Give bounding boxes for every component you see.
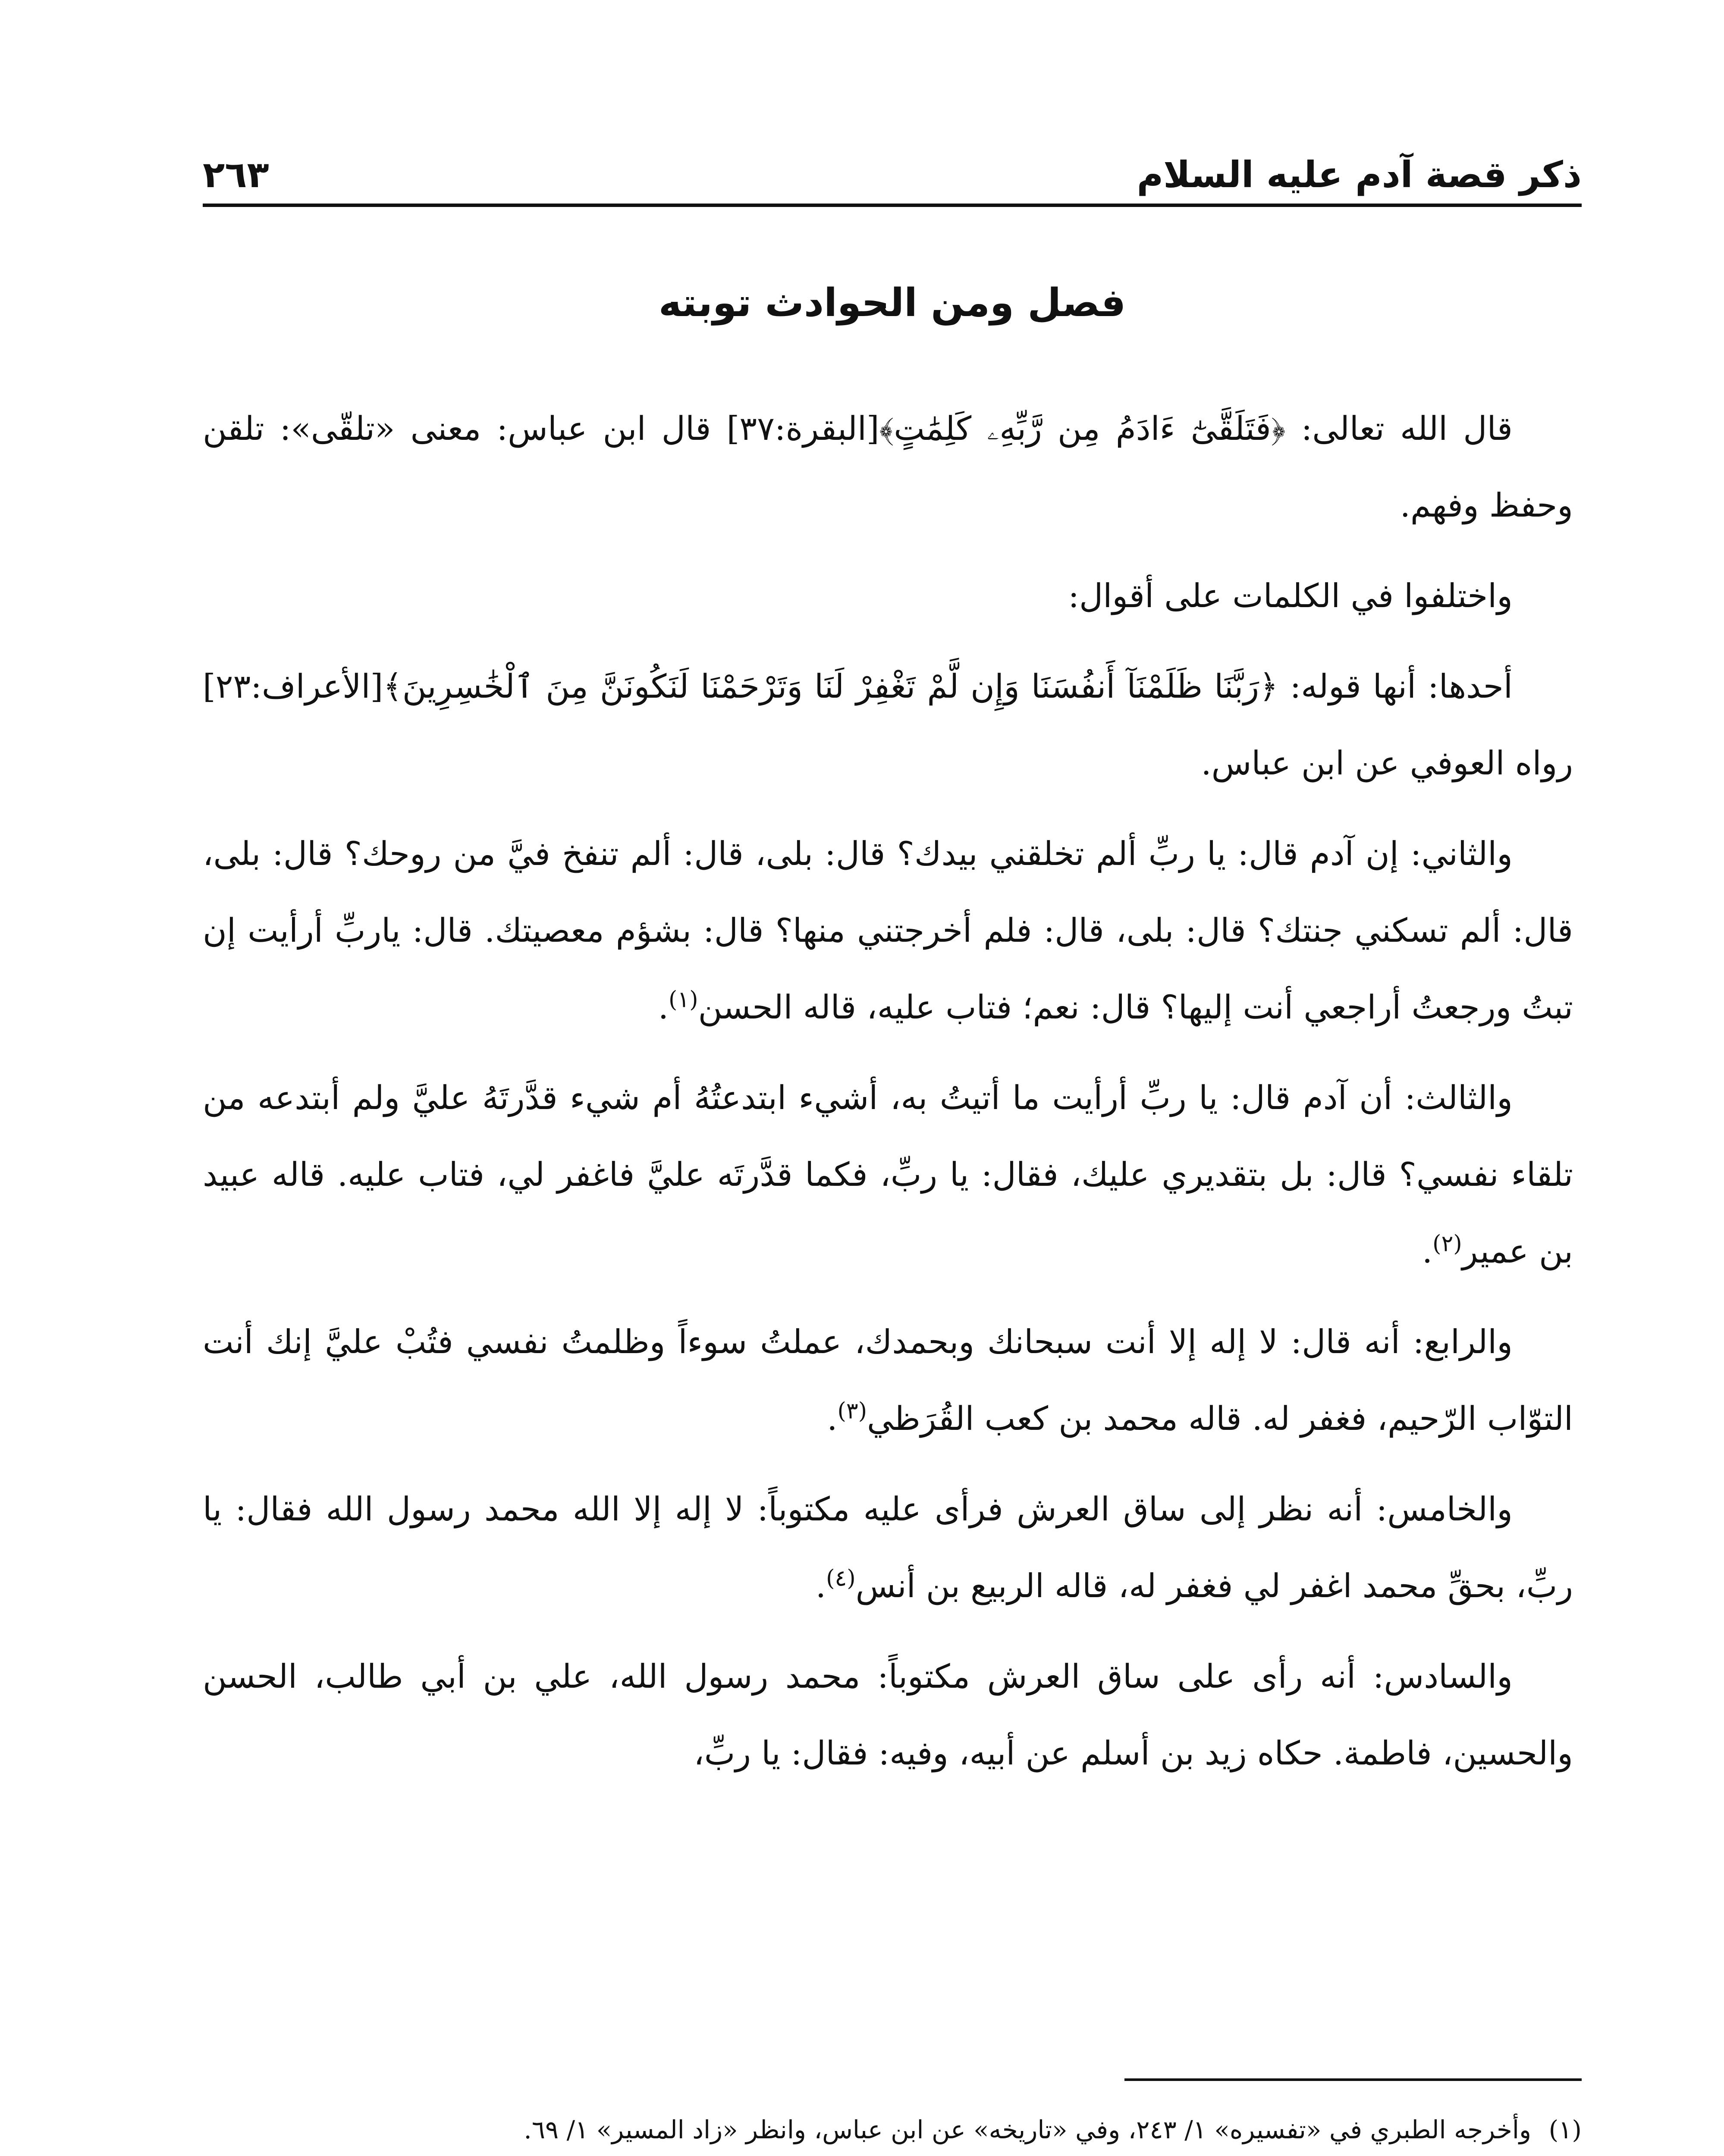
footnote-separator — [1124, 2078, 1582, 2081]
footnote-marker[interactable]: (٢) — [1432, 1231, 1462, 1257]
paragraph-first-opinion — [203, 648, 1573, 802]
footnote-text: وأخرجه الطبري في «تفسيره» ١/ ٢٤٣، وفي «تاريخه» عن ابن عباس، وانظر «زاد المسير» ١/ ٦٩. — [524, 2115, 1531, 2144]
paragraph-text: والخامس: أنه نظر إلى ساق العرش فرأى عليه مكتوباً: لا إله إلا الله محمد رسول الله فقال: يا ربِّ، بحقِّ محمد اغفر لي فغفر له، قاله الربيع بن أنس — [203, 1490, 1573, 1605]
chapter-running-title: ذكر قصة آدم عليه السلام — [1137, 154, 1582, 196]
paragraph-text: والثاني: إن آدم قال: يا ربِّ ألم تخلقني بيدك؟ قال: بلى، قال: ألم تنفخ فيَّ من روحك؟ قال: بلى، قال: ألم تسكني جنتك؟ قال: بلى، قال: فلم أخرجتني منها؟ قال: بشؤم معصيتك. قال: ياربِّ أرأيت إن تبتُ ورجعتُ أراجعي أنت إليها؟ قال: نعم؛ فتاب عليه، قاله الحسن — [203, 834, 1573, 1026]
footnote-marker[interactable]: (٣) — [837, 1398, 867, 1424]
footnote-marker[interactable]: (٤) — [826, 1565, 856, 1592]
paragraph-fifth-opinion: والخامس: أنه نظر إلى ساق العرش فرأى عليه مكتوباً: لا إله إلا الله محمد رسول الله فقال: يا ربِّ، بحقِّ محمد اغفر لي فغفر له، قاله الربيع بن أنس$^{(٤)}$. — [203, 1490, 1573, 1605]
paragraph-second-opinion: والثاني: إن آدم قال: يا ربِّ ألم تخلقني بيدك؟ قال: بلى، قال: ألم تنفخ فيَّ من روحك؟ قال: بلى، قال: ألم تسكني جنتك؟ قال: بلى، قال: فلم أخرجتني منها؟ قال: بشؤم معصيتك. قال: ياربِّ أرأيت إن تبتُ ورجعتُ أراجعي أنت إليها؟ قال: نعم؛ فتاب عليه، قاله الحسن$^{(١)}$. — [203, 834, 1573, 1026]
body-text — [203, 390, 1573, 1805]
header-rule — [203, 204, 1582, 207]
footnote-item — [185, 2104, 1582, 2155]
paragraph-quran-verse — [203, 390, 1573, 544]
running-header — [203, 129, 1582, 207]
quran-quote: ﴿رَبَّنَا ظَلَمْنَآ أَنفُسَنَا وَإِن لَّمْ تَغْفِرْ لَنَا وَتَرْحَمْنَا لَنَكُونَنَّ مِنَ ٱلْخَٰسِرِينَ﴾ — [383, 667, 1278, 705]
footnotes — [185, 2104, 1582, 2156]
paragraph-rest: [البقرة:٣٧] قال ابن عباس: معنى «تلقّى»: تلقن وحفظ وفهم. — [203, 409, 1573, 524]
page-number: ٢٦٣ — [203, 154, 269, 196]
paragraph-sixth-opinion: والسادس: أنه رأى على ساق العرش مكتوباً: محمد رسول الله، علي بن أبي طالب، الحسن والحسين، فاطمة. حكاه زيد بن أسلم عن أبيه، وفيه: فقال: يا ربِّ، — [203, 1657, 1573, 1772]
paragraph-text: والثالث: أن آدم قال: يا ربِّ أرأيت ما أتيتُ به، أشيء ابتدعتُهُ أم شيء قدَّرتَهُ عليَّ ولم أبتدعه من تلقاء نفسي؟ قال: بل بتقديري عليك، فقال: يا ربِّ، فكما قدَّرتَه عليَّ فاغفر لي، فتاب عليه. قاله عبيد بن عمير — [203, 1078, 1573, 1270]
paragraph-third-opinion: والثالث: أن آدم قال: يا ربِّ أرأيت ما أتيتُ به، أشيء ابتدعتُهُ أم شيء قدَّرتَهُ عليَّ ولم أبتدعه من تلقاء نفسي؟ قال: بل بتقديري عليك، فقال: يا ربِّ، فكما قدَّرتَه عليَّ فاغفر لي، فتاب عليه. قاله عبيد بن عمير$^{(٢)}$. — [203, 1078, 1573, 1270]
paragraph-opinions-intro: واختلفوا في الكلمات على أقوال: — [1068, 577, 1513, 615]
paragraph-fourth-opinion: والرابع: أنه قال: لا إله إلا أنت سبحانك وبحمدك، عملتُ سوءاً وظلمتُ نفسي فتُبْ عليَّ إنك أنت التوّاب الرّحيم، فغفر له. قاله محمد بن كعب القُرَظي$^{(٣)}$. — [203, 1322, 1573, 1438]
quran-quote: ﴿فَتَلَقَّىٰٓ ءَادَمُ مِن رَّبِّهِۦ كَلِمَٰتٍ﴾ — [879, 409, 1286, 448]
paragraph-lead: قال الله تعالى: — [1285, 409, 1513, 448]
paragraph-lead: أحدها: أنها قوله: — [1278, 667, 1513, 705]
footnote-marker[interactable]: (١) — [669, 987, 698, 1013]
paragraph-rest: [الأعراف:٢٣] رواه العوفي عن ابن عباس. — [203, 667, 1573, 782]
paragraph-text: والرابع: أنه قال: لا إله إلا أنت سبحانك وبحمدك، عملتُ سوءاً وظلمتُ نفسي فتُبْ عليَّ إنك أنت التوّاب الرّحيم، فغفر له. قاله محمد بن كعب القُرَظي — [203, 1322, 1573, 1438]
footnote-number: (١) — [1548, 2115, 1582, 2144]
section-title: فصل ومن الحوادث توبته — [658, 280, 1126, 326]
